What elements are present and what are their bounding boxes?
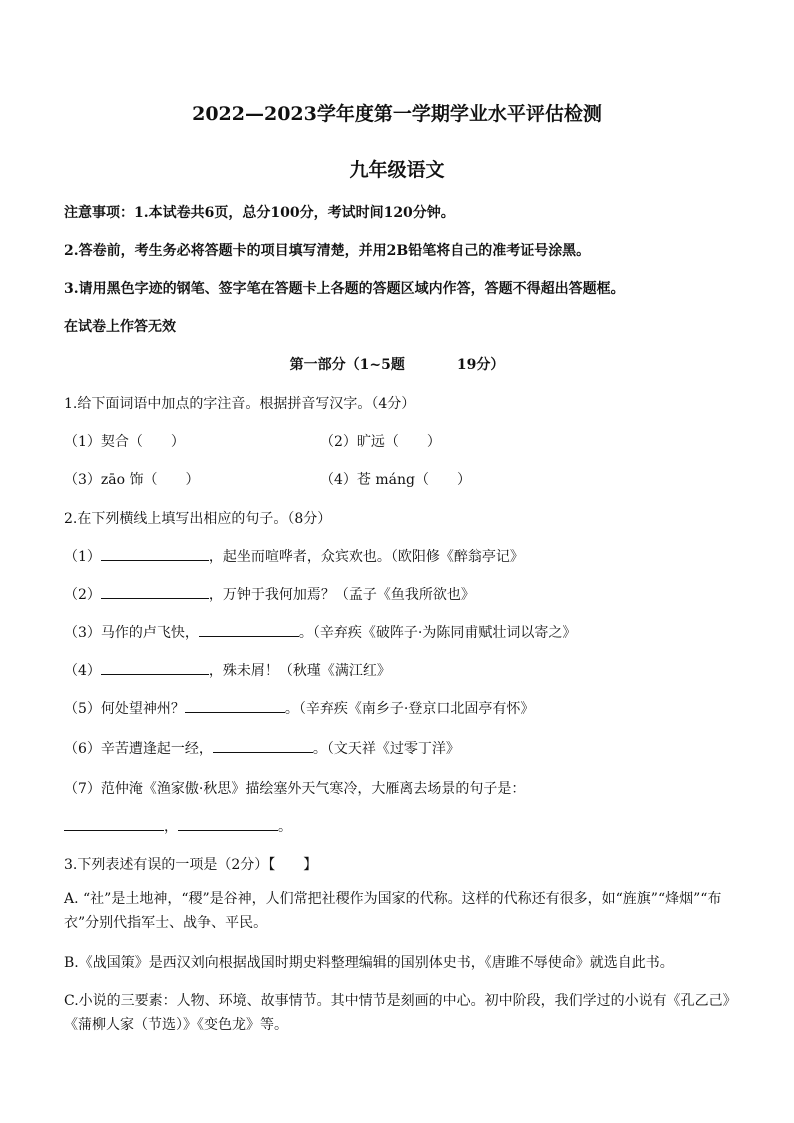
q2-item-2-text: ，万钟于我何加焉？（孟子《鱼我所欲也》: [208, 587, 475, 603]
note-3: 3.请用黑色字迹的钢笔、签字笔在答题卡上各题的答题区域内作答，答题不得超出答题框。: [64, 281, 625, 297]
answer-blank: [185, 700, 285, 713]
q2-item-7-answer: [64, 816, 292, 836]
q2-item-6-text: 。（文天祥《过零丁洋》: [312, 741, 460, 757]
q2-item-6-prefix: （6）辛苦遭逢起一经，: [64, 741, 213, 757]
q1-item-2: （2）旷远（ ）: [320, 434, 441, 450]
q2-item-3-prefix: （3）马作的卢飞快，: [64, 625, 199, 641]
q2-item-5: [64, 698, 534, 718]
q1-item-4: （4）苍 máng（ ）: [320, 472, 471, 488]
q2-item-7-separator: ，: [164, 819, 178, 835]
q2-item-5-text: 。（辛弃疾《南乡子·登京口北固亭有怀》: [284, 701, 535, 717]
q2-item-3-text: 。（辛弃疾《破阵子·为陈同甫赋壮词以寄之》: [298, 625, 577, 641]
q2-item-7-end: 。: [278, 819, 292, 835]
q1-item-1: （1）契合（ ）: [64, 434, 185, 450]
q2-item-4-text: ，殊未屑！（秋瑾《满江红》: [208, 663, 391, 679]
q1-item-3: （3）zāo 饰（ ）: [64, 472, 200, 488]
q2-item-1-text: ，起坐而喧哗者，众宾欢也。（欧阳修《醉翁亭记》: [208, 549, 524, 565]
note-4: 在试卷上作答无效: [64, 319, 176, 335]
q2-item-1: [64, 546, 524, 566]
note-2: 2.答卷前，考生务必将答题卡的项目填写清楚，并用2B铅笔将自己的准考证号涂黑。: [64, 243, 591, 259]
answer-blank: [178, 818, 278, 831]
q2-item-2-prefix: （2）: [64, 587, 101, 603]
q3-option-a: A. “社”是土地神，“稷”是谷神，人们常把社稷作为国家的代称。这样的代称还有很多，如“旌旗”“烽烟”“布衣”分别代指军士、战争、平民。: [64, 891, 722, 931]
q2-item-4-prefix: （4）: [64, 663, 101, 679]
exam-subtitle: 九年级语文: [349, 159, 445, 181]
part-heading-left: 第一部分（1~5题: [289, 357, 405, 373]
q2-stem: 2.在下列横线上填写出相应的句子。（8分）: [64, 511, 332, 527]
part-heading-right: 19分）: [456, 357, 505, 373]
answer-blank: [101, 586, 209, 599]
note-1: 注意事项：1.本试卷共6页，总分100分，考试时间120分钟。: [64, 205, 455, 221]
q2-item-3: [64, 622, 576, 642]
answer-blank: [101, 662, 209, 675]
q1-stem: 1.给下面词语中加点的字注音。根据拼音写汉字。（4分）: [64, 396, 416, 412]
q2-item-4: [64, 660, 391, 680]
q2-item-5-prefix: （5）何处望神州？: [64, 701, 185, 717]
exam-title: 2022—2023学年度第一学期学业水平评估检测: [192, 103, 602, 125]
q3-option-b: B.《战国策》是西汉刘向根据战国时期史料整理编辑的国别体史书，《唐雎不辱使命》就选自此书。: [64, 955, 674, 971]
q2-item-2: [64, 584, 475, 604]
q2-item-7: （7）范仲淹《渔家傲·秋思》描绘塞外天气寒冷，大雁离去场景的句子是：: [64, 781, 526, 797]
part-heading: [0, 354, 794, 374]
answer-blank: [101, 548, 209, 561]
answer-blank: [199, 624, 299, 637]
answer-blank: [64, 818, 164, 831]
answer-blank: [213, 740, 313, 753]
q2-item-6: [64, 738, 460, 758]
q3-stem: 3.下列表述有误的一项是（2分）【 】: [64, 857, 318, 873]
q2-item-1-prefix: （1）: [64, 549, 101, 565]
q3-option-c: C.小说的三要素：人物、环境、故事情节。其中情节是刻画的中心。初中阶段，我们学过的小说有《孔乙己》《蒲柳人家（节选）》《变色龙》等。: [64, 993, 730, 1033]
